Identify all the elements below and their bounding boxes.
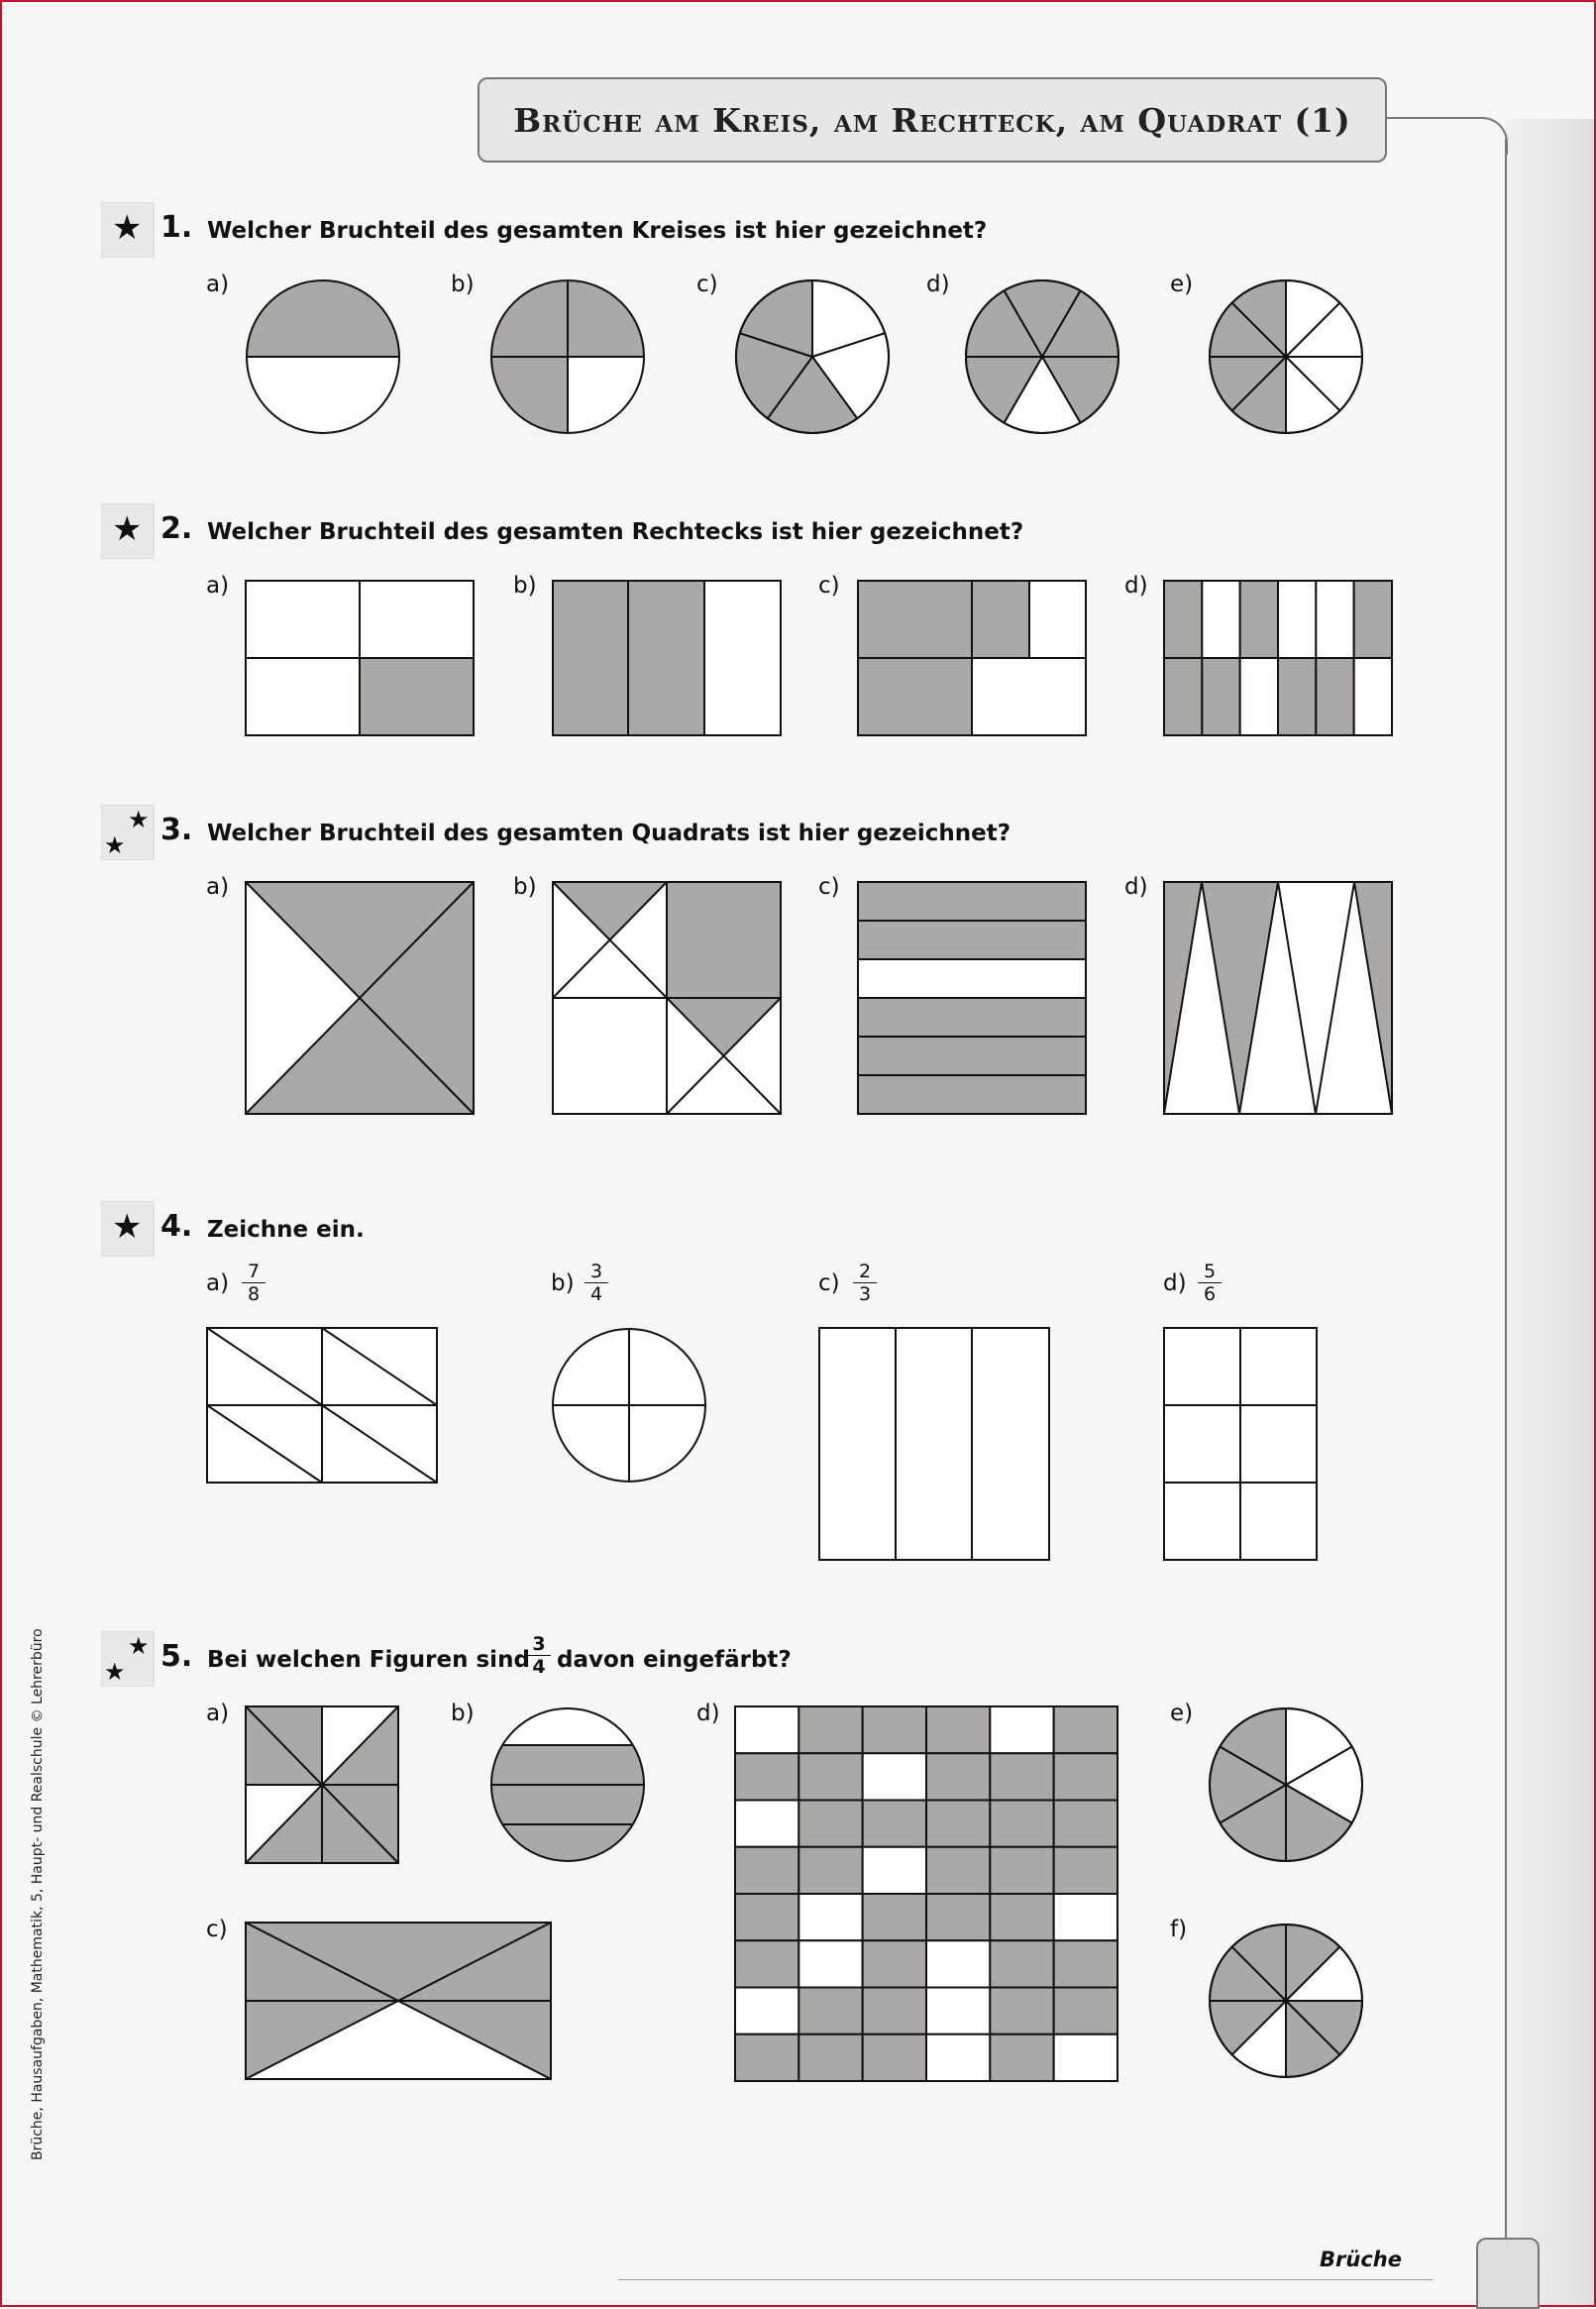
page-tab: [1476, 2238, 1540, 2309]
square-figure-3d: [1163, 881, 1393, 1115]
grid-cell: [858, 1075, 1086, 1114]
item-label: d): [1124, 874, 1148, 900]
circle-figure-5f: [1208, 1922, 1364, 2080]
grid-cell: [735, 1894, 798, 1940]
grid-cell: [990, 1801, 1053, 1847]
item-label: a): [206, 1701, 230, 1726]
item-label: b): [513, 573, 537, 599]
fraction: $\frac{5}{6}$: [1198, 1261, 1222, 1305]
circle-figure-1a: [245, 278, 401, 435]
grid-cell: [798, 1940, 862, 1987]
difficulty-badge: [101, 1631, 155, 1687]
rectangle-figure-2d: [1163, 580, 1393, 736]
task-text: Welcher Bruchteil des gesamten Kreises ist hier gezeichnet?: [207, 218, 988, 244]
grid-cell: [1202, 658, 1239, 735]
figure-5b: [489, 1705, 646, 1864]
item-label: e): [1170, 1701, 1194, 1726]
star-icon: ★: [112, 509, 143, 549]
item-label: c): [818, 573, 840, 599]
grid-cell: [863, 1753, 926, 1800]
item-label: a): [206, 874, 230, 900]
grid-cell: [863, 1706, 926, 1753]
grid-cell: [1164, 658, 1202, 735]
item-label: c): [206, 1917, 228, 1942]
grid-cell: [1240, 658, 1278, 735]
grid-cell: [863, 1894, 926, 1940]
square-figure-3a: [245, 881, 475, 1115]
task-text: Welcher Bruchteil des gesamten Quadrats ist hier gezeichnet?: [207, 821, 1011, 846]
item-label: c): [696, 272, 718, 297]
grid-cell: [990, 2034, 1053, 2081]
grid-cell: [858, 959, 1086, 998]
grid-figure-5d: [734, 1705, 1118, 2082]
drawing-rectangle-4a: [206, 1327, 438, 1484]
grid-cell: [863, 1940, 926, 1987]
item-label: b): [451, 272, 475, 297]
grid-cell: [926, 2034, 990, 2081]
grid-cell: [926, 1706, 990, 1753]
difficulty-badge: [101, 805, 155, 860]
grid-cell: [1354, 658, 1392, 735]
item-label: b): [451, 1701, 475, 1726]
grid-cell: [735, 1988, 798, 2034]
task-text-end: davon eingefärbt?: [557, 1647, 792, 1673]
grid-cell: [798, 1847, 862, 1894]
difficulty-badge: [101, 503, 155, 559]
item-label: f): [1170, 1917, 1188, 1942]
grid-cell: [863, 1801, 926, 1847]
grid-cell: [926, 1988, 990, 2034]
grid-cell: [863, 1988, 926, 2034]
item-label: b): [551, 1270, 575, 1296]
grid-cell: [1278, 658, 1316, 735]
grid-cell: [735, 1753, 798, 1800]
star-icon: ★: [112, 1207, 143, 1247]
difficulty-badge: [101, 1201, 155, 1257]
grid-cell: [1054, 1753, 1117, 1800]
grid-cell: [863, 2034, 926, 2081]
square-figure-3b: [552, 881, 782, 1115]
rectangle-figure-2c: [857, 580, 1087, 736]
grid-cell: [858, 921, 1086, 959]
grid-cell: [798, 1753, 862, 1800]
grid-cell: [926, 1847, 990, 1894]
circle-figure-1d: [964, 278, 1120, 435]
grid-cell: [990, 1706, 1053, 1753]
star-icon: ★: [128, 806, 150, 833]
fraction: $\frac{2}{3}$: [853, 1261, 877, 1305]
item-label: a): [206, 573, 230, 599]
star-icon: ★: [104, 831, 126, 859]
item-label: b): [513, 874, 537, 900]
page-title: Brüche am Kreis, am Rechteck, am Quadrat (1): [478, 77, 1387, 163]
grid-cell: [735, 1847, 798, 1894]
fraction: $\frac{7}{8}$: [242, 1261, 266, 1305]
fraction: $\frac{3}{4}$: [527, 1633, 551, 1678]
grid-cell: [1054, 1801, 1117, 1847]
grid-cell: [1354, 581, 1392, 658]
grid-cell: [798, 1706, 862, 1753]
task-number: 5.: [160, 1639, 193, 1674]
star-icon: ★: [128, 1632, 150, 1660]
grid-cell: [1054, 1894, 1117, 1940]
footer-title: Brüche: [1320, 2248, 1402, 2271]
page-edge-strip: [1506, 119, 1594, 2305]
item-label: a): [206, 272, 230, 297]
grid-cell: [735, 1801, 798, 1847]
grid-cell: [990, 1847, 1053, 1894]
grid-cell: [990, 1988, 1053, 2034]
grid-cell: [1278, 581, 1316, 658]
grid-cell: [1164, 581, 1202, 658]
circle-figure-5e: [1208, 1705, 1364, 1864]
grid-cell: [735, 1706, 798, 1753]
rectangle-figure-2a: [245, 580, 475, 736]
grid-cell: [926, 1801, 990, 1847]
footer-line: [618, 2279, 1433, 2280]
grid-cell: [1054, 1847, 1117, 1894]
task-text: Welcher Bruchteil des gesamten Rechtecks ist hier gezeichnet?: [207, 519, 1024, 545]
grid-cell: [863, 1847, 926, 1894]
grid-cell: [798, 1988, 862, 2034]
grid-cell: [1054, 1988, 1117, 2034]
drawing-rectangle-4c: [818, 1327, 1050, 1561]
figure-5c: [245, 1922, 552, 2080]
title-connector: [1383, 117, 1508, 155]
grid-cell: [735, 2034, 798, 2081]
task-text: Zeichne ein.: [207, 1217, 365, 1243]
item-label: d): [696, 1701, 720, 1726]
grid-cell: [1054, 1940, 1117, 1987]
grid-cell: [1054, 2034, 1117, 2081]
grid-cell: [990, 1894, 1053, 1940]
drawing-circle-4b: [551, 1327, 707, 1484]
grid-cell: [798, 1894, 862, 1940]
grid-cell: [990, 1940, 1053, 1987]
item-label: d): [1163, 1270, 1187, 1296]
item-label: a): [206, 1270, 230, 1296]
grid-cell: [858, 882, 1086, 921]
grid-cell: [858, 998, 1086, 1037]
grid-cell: [798, 2034, 862, 2081]
difficulty-badge: [101, 202, 155, 258]
copyright-side-text: Brüche, Hausaufgaben, Mathematik, 5, Haupt- und Realschule © Lehrerbüro: [30, 1628, 46, 2160]
page-edge-line: [1505, 139, 1507, 2240]
grid-cell: [1316, 581, 1353, 658]
item-label: d): [926, 272, 950, 297]
grid-cell: [1202, 581, 1239, 658]
grid-cell: [1240, 581, 1278, 658]
item-label: d): [1124, 573, 1148, 599]
circle-figure-1b: [489, 278, 646, 435]
item-label: c): [818, 874, 840, 900]
grid-cell: [926, 1894, 990, 1940]
rectangle-figure-2b: [552, 580, 782, 736]
grid-cell: [858, 1037, 1086, 1075]
square-figure-3c: [857, 881, 1087, 1115]
item-label: e): [1170, 272, 1194, 297]
star-icon: ★: [112, 208, 143, 248]
figure-5a: [245, 1705, 399, 1864]
fraction: $\frac{3}{4}$: [585, 1261, 608, 1305]
grid-cell: [1316, 658, 1353, 735]
task-number: 3.: [160, 813, 193, 847]
grid-cell: [990, 1753, 1053, 1800]
drawing-rectangle-4d: [1163, 1327, 1318, 1561]
task-number: 1.: [160, 210, 193, 245]
task-text-start: Bei welchen Figuren sind: [207, 1647, 530, 1673]
circle-figure-1e: [1208, 278, 1364, 435]
task-number: 2.: [160, 511, 193, 546]
item-label: c): [818, 1270, 840, 1296]
grid-cell: [735, 1940, 798, 1987]
grid-cell: [926, 1753, 990, 1800]
circle-figure-1c: [734, 278, 891, 435]
task-number: 4.: [160, 1209, 193, 1244]
grid-cell: [1054, 1706, 1117, 1753]
star-icon: ★: [104, 1658, 126, 1686]
grid-cell: [926, 1940, 990, 1987]
grid-cell: [798, 1801, 862, 1847]
